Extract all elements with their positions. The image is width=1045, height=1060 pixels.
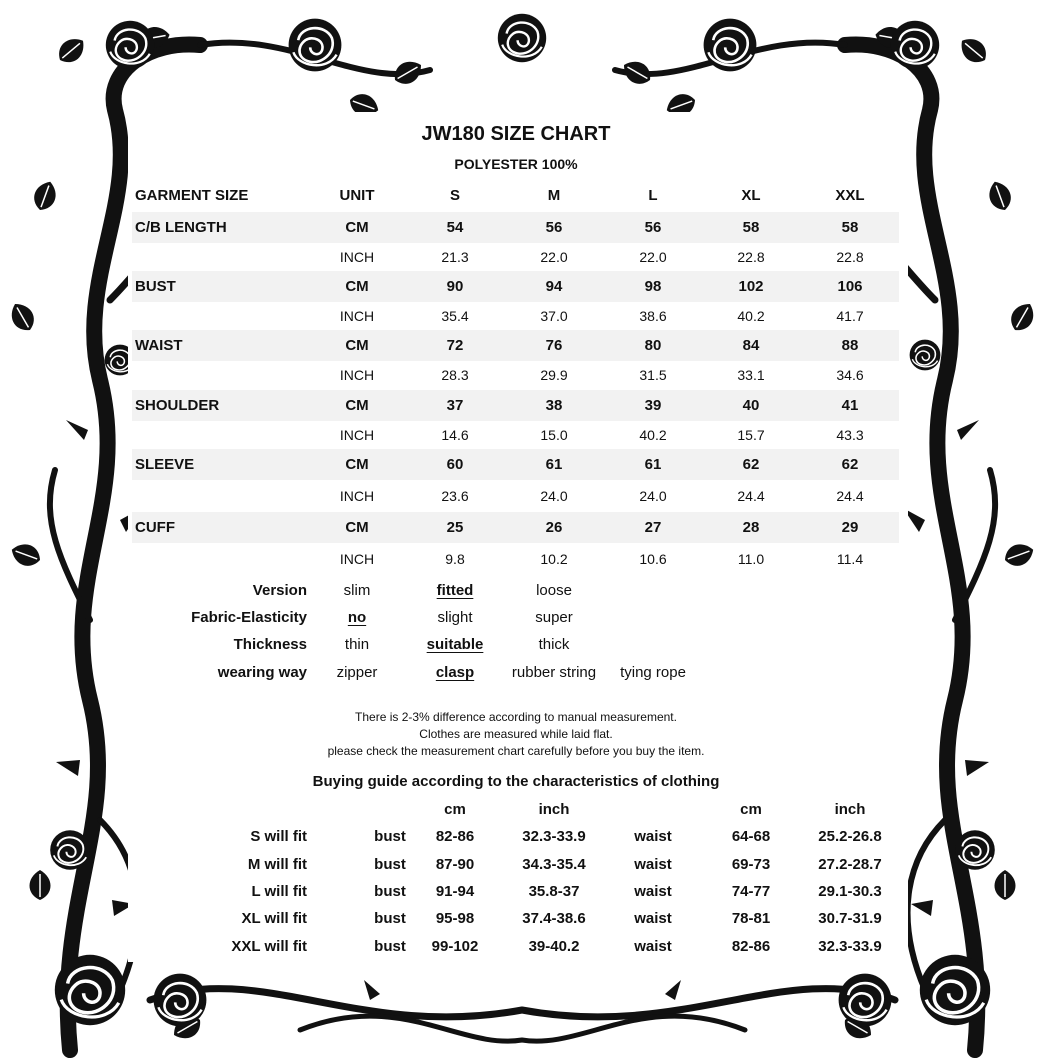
attribute-option: thin — [344, 636, 370, 653]
cm-value: 88 — [841, 337, 859, 354]
cm-value: 84 — [742, 337, 760, 354]
inch-value: 24.0 — [639, 488, 667, 504]
inch-value: 28.3 — [441, 367, 469, 383]
header-unit: UNIT — [339, 187, 375, 204]
row-band — [132, 390, 899, 421]
cm-value: 72 — [446, 337, 464, 354]
unit-inch: INCH — [339, 367, 375, 383]
guide-bust-inch: 35.8-37 — [528, 883, 580, 900]
cm-value: 62 — [841, 456, 859, 473]
guide-bust-cm: 99-102 — [431, 938, 479, 955]
cm-value: 62 — [742, 456, 760, 473]
cm-value: 37 — [446, 397, 464, 414]
guide-fit-label: L will fit — [251, 883, 307, 900]
guide-bust-inch: 37.4-38.6 — [522, 910, 586, 927]
guide-fit-label: XL will fit — [241, 910, 307, 927]
inch-value: 24.4 — [737, 488, 765, 504]
attribute-label: Version — [252, 582, 307, 599]
attribute-option: slim — [343, 582, 371, 599]
unit-cm: CM — [345, 397, 369, 414]
note-line: There is 2-3% difference according to manual measurement. — [355, 710, 677, 724]
inch-value: 11.0 — [737, 551, 765, 567]
header-size-m: M — [547, 187, 561, 204]
guide-waist-cm: 69-73 — [731, 856, 771, 873]
guide-waist-label: waist — [634, 883, 672, 900]
inch-value: 38.6 — [639, 308, 667, 324]
guide-waist-cm: 64-68 — [731, 828, 771, 845]
cm-value: 106 — [837, 278, 863, 295]
measurement-label: SHOULDER — [135, 397, 220, 414]
unit-inch: INCH — [339, 488, 375, 504]
cm-value: 61 — [545, 456, 563, 473]
guide-header-waist-inch: inch — [834, 801, 866, 818]
guide-header-bust-inch: inch — [538, 801, 570, 818]
measurement-label: WAIST — [135, 337, 183, 354]
inch-value: 31.5 — [639, 367, 667, 383]
row-band — [132, 330, 899, 361]
cm-value: 54 — [446, 219, 464, 236]
unit-inch: INCH — [339, 427, 375, 443]
inch-value: 22.8 — [836, 249, 864, 265]
inch-value: 22.0 — [540, 249, 568, 265]
unit-inch: INCH — [339, 308, 375, 324]
page-title: JW180 SIZE CHART — [421, 123, 611, 145]
inch-value: 33.1 — [737, 367, 765, 383]
guide-waist-inch: 27.2-28.7 — [818, 856, 882, 873]
guide-bust-inch: 39-40.2 — [528, 938, 580, 955]
inch-value: 35.4 — [441, 308, 469, 324]
row-band — [132, 212, 899, 243]
cm-value: 25 — [446, 519, 464, 536]
guide-waist-label: waist — [634, 910, 672, 927]
guide-fit-label: S will fit — [250, 828, 307, 845]
cm-value: 58 — [742, 219, 760, 236]
cm-value: 56 — [545, 219, 563, 236]
guide-bust-inch: 34.3-35.4 — [522, 856, 586, 873]
unit-cm: CM — [345, 456, 369, 473]
guide-bust-label: bust — [374, 883, 406, 900]
cm-value: 94 — [545, 278, 563, 295]
inch-value: 22.0 — [639, 249, 667, 265]
cm-value: 26 — [545, 519, 563, 536]
row-band — [132, 449, 899, 480]
attribute-option-selected: suitable — [426, 636, 484, 653]
guide-fit-label: XXL will fit — [231, 938, 307, 955]
unit-cm: CM — [345, 337, 369, 354]
attribute-label: Thickness — [233, 636, 307, 653]
inch-value: 29.9 — [540, 367, 568, 383]
inch-value: 15.7 — [737, 427, 765, 443]
guide-bust-cm: 82-86 — [435, 828, 475, 845]
buying-guide-title: Buying guide according to the characteristics of clothing — [312, 773, 720, 790]
inch-value: 10.2 — [540, 551, 568, 567]
inch-value: 22.8 — [737, 249, 765, 265]
inch-value: 43.3 — [836, 427, 864, 443]
guide-header-waist-cm: cm — [740, 801, 762, 818]
cm-value: 56 — [644, 219, 662, 236]
attribute-option: zipper — [336, 664, 378, 681]
cm-value: 27 — [644, 519, 662, 536]
cm-value: 60 — [446, 456, 464, 473]
guide-bust-cm: 95-98 — [435, 910, 475, 927]
cm-value: 28 — [742, 519, 760, 536]
guide-bust-label: bust — [374, 938, 406, 955]
row-band — [132, 512, 899, 543]
attribute-option-selected: no — [347, 609, 367, 626]
measurement-label: SLEEVE — [135, 456, 195, 473]
attribute-option-selected: clasp — [435, 664, 475, 681]
cm-value: 39 — [644, 397, 662, 414]
cm-value: 98 — [644, 278, 662, 295]
attribute-label: wearing way — [217, 664, 307, 681]
note-line: please check the measurement chart carefully before you buy the item. — [327, 744, 705, 758]
guide-bust-label: bust — [374, 856, 406, 873]
header-garment-size: GARMENT SIZE — [135, 187, 249, 204]
cm-value: 58 — [841, 219, 859, 236]
inch-value: 24.4 — [836, 488, 864, 504]
unit-inch: INCH — [339, 249, 375, 265]
row-band — [132, 271, 899, 302]
guide-bust-label: bust — [374, 910, 406, 927]
attribute-option: rubber string — [511, 664, 597, 681]
attribute-option: slight — [437, 609, 473, 626]
guide-waist-label: waist — [634, 828, 672, 845]
inch-value: 14.6 — [441, 427, 469, 443]
inch-value: 10.6 — [639, 551, 667, 567]
cm-value: 90 — [446, 278, 464, 295]
inch-value: 11.4 — [836, 551, 864, 567]
cm-value: 41 — [841, 397, 859, 414]
measurement-label: CUFF — [135, 519, 175, 536]
guide-waist-cm: 74-77 — [731, 883, 771, 900]
unit-cm: CM — [345, 278, 369, 295]
attribute-option: tying rope — [620, 664, 686, 681]
attribute-option: loose — [536, 582, 572, 599]
guide-waist-inch: 30.7-31.9 — [818, 910, 882, 927]
guide-bust-label: bust — [374, 828, 406, 845]
cm-value: 38 — [545, 397, 563, 414]
inch-value: 40.2 — [737, 308, 765, 324]
unit-cm: CM — [345, 519, 369, 536]
header-size-s: S — [449, 187, 461, 204]
attribute-label: Fabric-Elasticity — [191, 609, 307, 626]
inch-value: 41.7 — [836, 308, 864, 324]
inch-value: 34.6 — [836, 367, 864, 383]
guide-fit-label: M will fit — [247, 856, 307, 873]
material-subtitle: POLYESTER 100% — [454, 156, 578, 172]
inch-value: 23.6 — [441, 488, 469, 504]
note-line: Clothes are measured while laid flat. — [419, 727, 613, 741]
guide-waist-inch: 29.1-30.3 — [818, 883, 882, 900]
header-size-xl: XL — [741, 187, 761, 204]
cm-value: 40 — [742, 397, 760, 414]
attribute-option: thick — [538, 636, 570, 653]
guide-waist-inch: 25.2-26.8 — [818, 828, 882, 845]
unit-inch: INCH — [339, 551, 375, 567]
inch-value: 24.0 — [540, 488, 568, 504]
guide-waist-label: waist — [634, 938, 672, 955]
guide-bust-cm: 87-90 — [435, 856, 475, 873]
measurement-label: C/B LENGTH — [135, 219, 227, 236]
inch-value: 37.0 — [540, 308, 568, 324]
guide-waist-cm: 82-86 — [731, 938, 771, 955]
guide-bust-inch: 32.3-33.9 — [522, 828, 586, 845]
cm-value: 29 — [841, 519, 859, 536]
attribute-option-selected: fitted — [436, 582, 474, 599]
guide-waist-cm: 78-81 — [731, 910, 771, 927]
cm-value: 102 — [738, 278, 764, 295]
inch-value: 15.0 — [540, 427, 568, 443]
header-size-l: L — [648, 187, 658, 204]
header-size-xxl: XXL — [835, 187, 865, 204]
inch-value: 21.3 — [441, 249, 469, 265]
guide-waist-inch: 32.3-33.9 — [818, 938, 882, 955]
guide-bust-cm: 91-94 — [435, 883, 475, 900]
attribute-option: super — [535, 609, 573, 626]
unit-cm: CM — [345, 219, 369, 236]
cm-value: 80 — [644, 337, 662, 354]
measurement-label: BUST — [135, 278, 176, 295]
cm-value: 61 — [644, 456, 662, 473]
guide-header-bust-cm: cm — [444, 801, 466, 818]
cm-value: 76 — [545, 337, 563, 354]
inch-value: 40.2 — [639, 427, 667, 443]
inch-value: 9.8 — [445, 551, 465, 567]
guide-waist-label: waist — [634, 856, 672, 873]
